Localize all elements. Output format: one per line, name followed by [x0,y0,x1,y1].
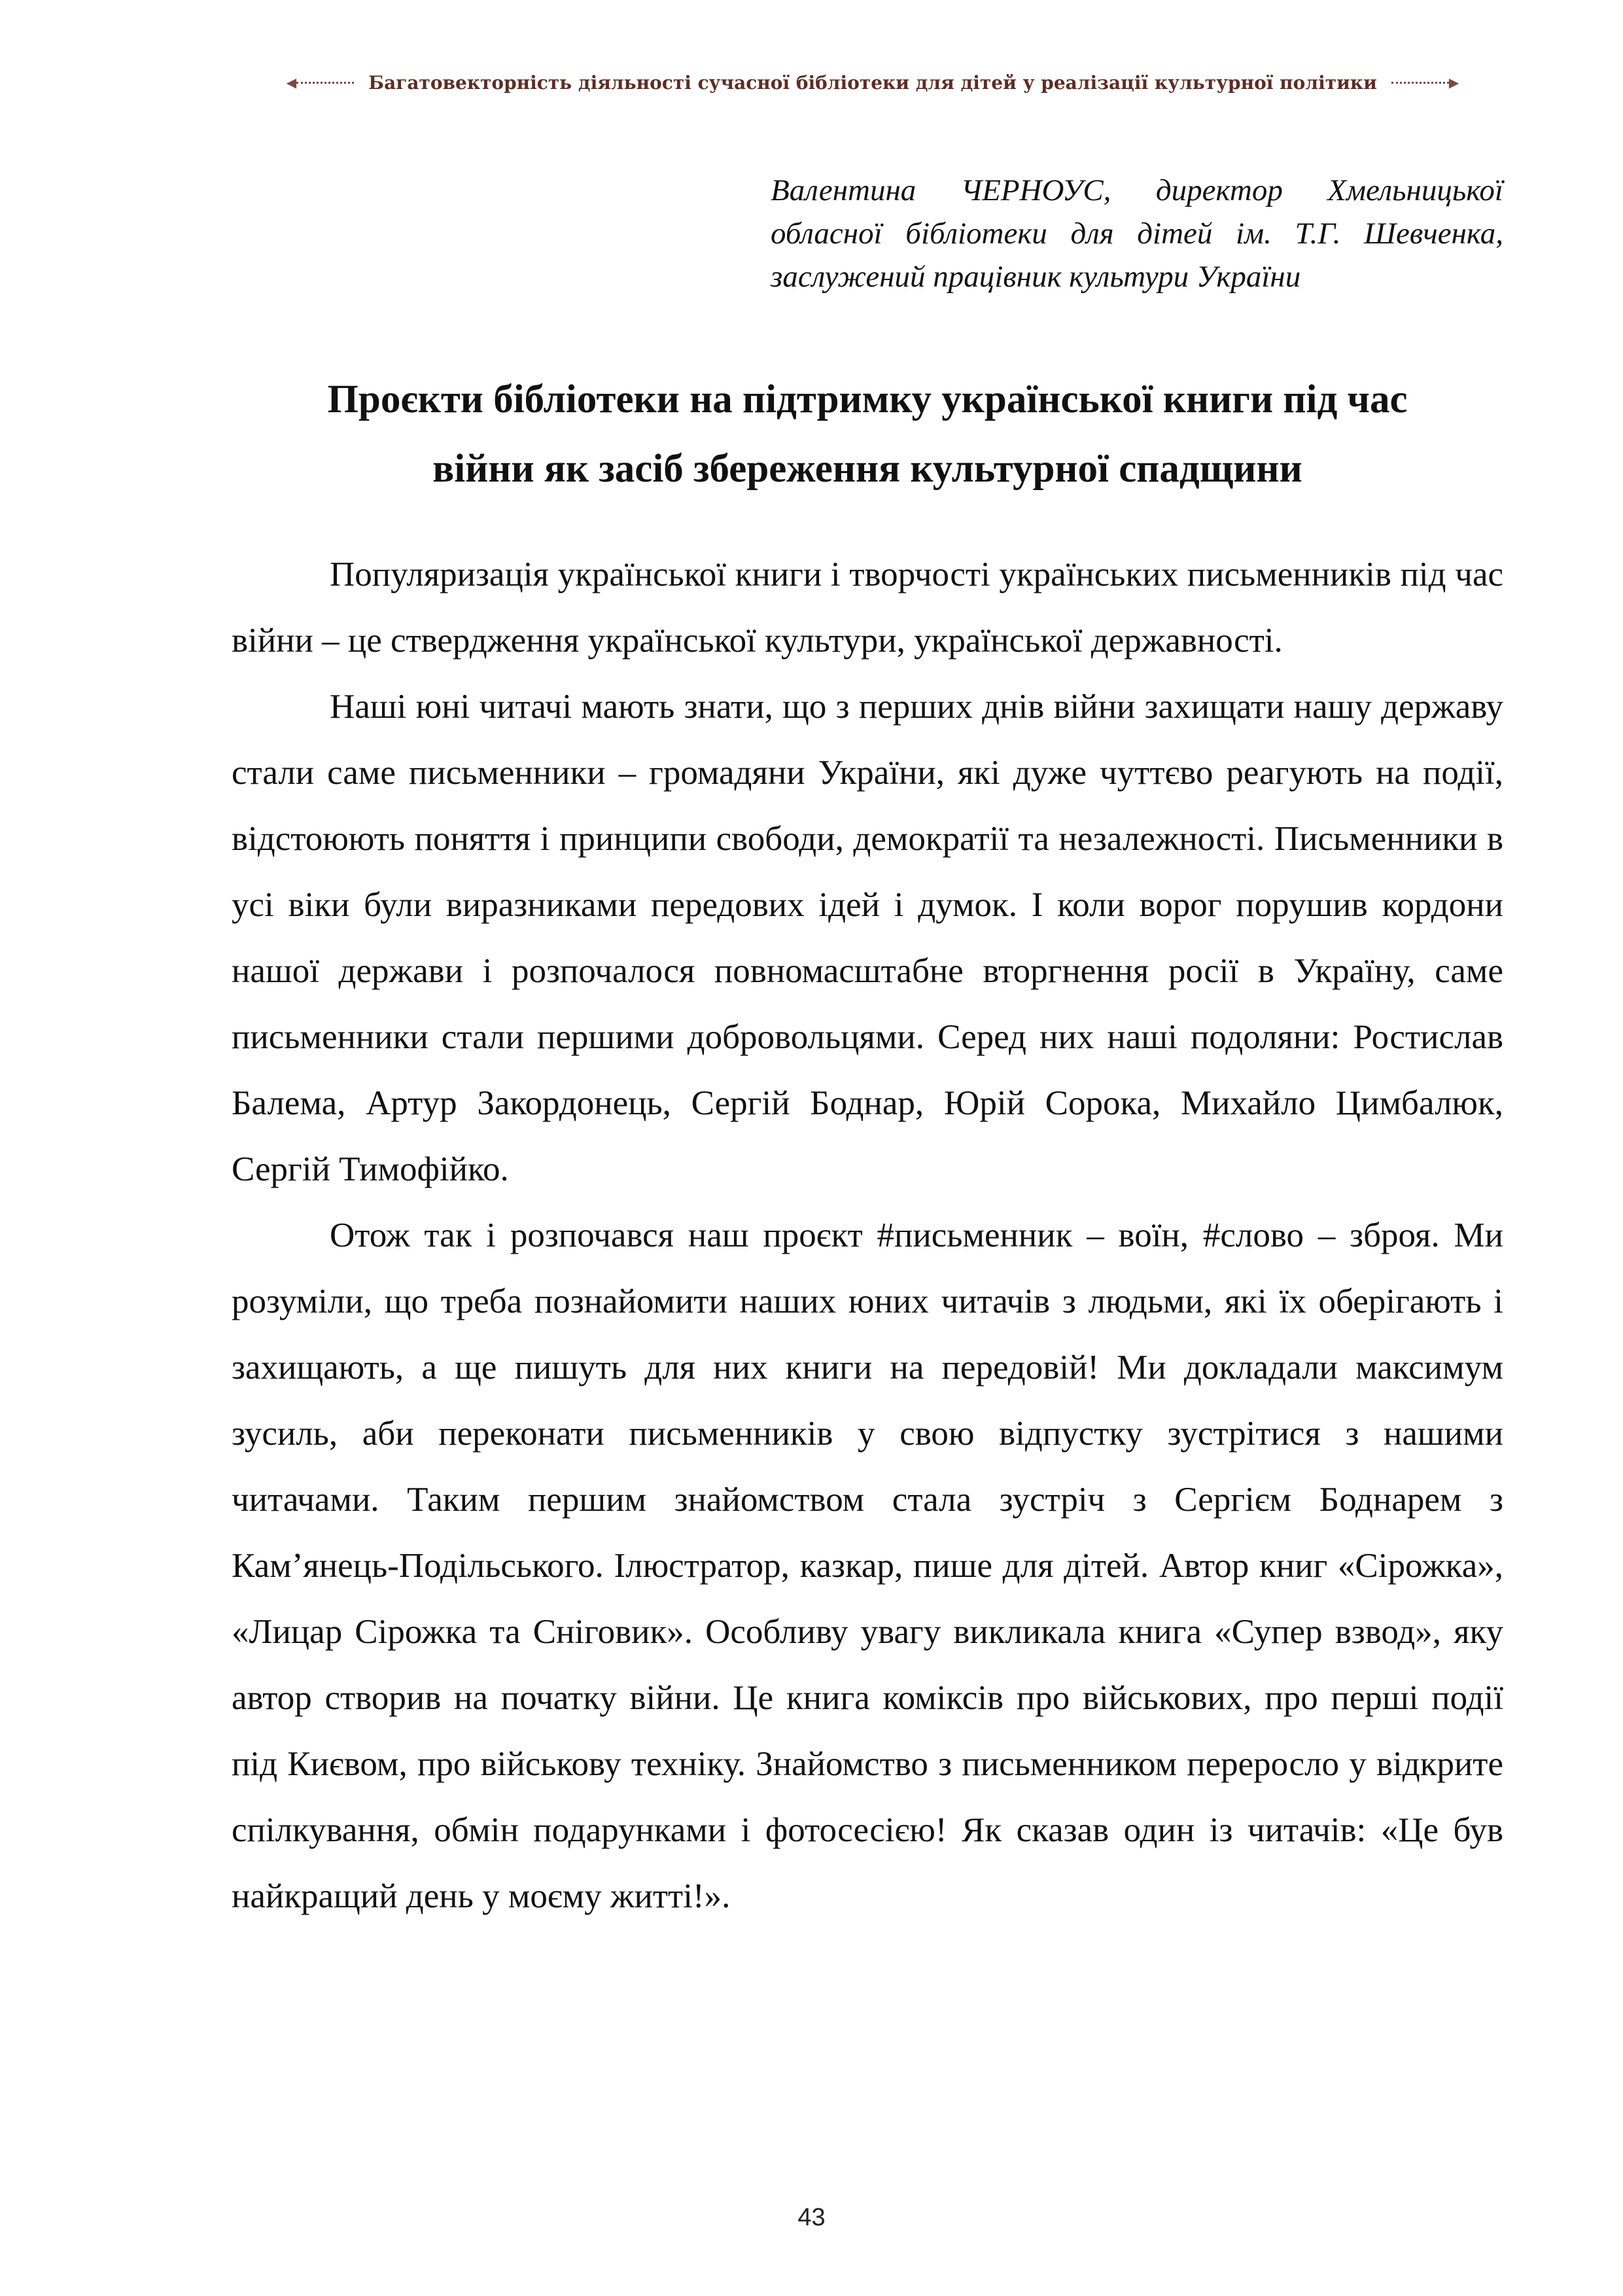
arrow-right-icon: ▶ [1391,76,1459,89]
author-line-2: обласної бібліотеки для дітей ім. Т.Г. Шевченка, [771,217,1503,251]
article-body [232,542,1503,1930]
paragraph-1: Популяризація української книги і творчості українських письменників під час війни – це ствердження української культури, української державності. [232,556,1503,660]
arrow-left-icon: ◀ [287,76,354,89]
title-line-1: Проєкти бібліотеки на підтримку української книги під час [327,378,1408,421]
page-number: 43 [797,2204,826,2231]
running-header-text: Багатовекторність діяльності сучасної бібліотеки для дітей у реалізації культурної політики [368,71,1377,94]
paragraph-2: Наші юні читачі мають знати, що з перших днів війни захищати нашу державу стали саме письменники – громадяни України, які дуже чуттєво реагують на події, відстоюють поняття і принципи свободи, демократії та незалежності. Письменники в усі віки були виразниками передових ідей і думок. І коли ворог порушив кордони нашої держави і розпочалося повномасштабне вторгнення росії в Україну, саме письменники стали першими добровольцями. Серед них наші подоляни: Ростислав Балема, Артур Закордонець, Сергій Боднар, Юрій Сорока, Михайло Цимбалюк, Сергій Тимофійко. [232,688,1503,1188]
author-line-3: заслужений працівник культури України [771,260,1301,294]
paragraph-3: Отож так і розпочався наш проєкт #письменник – воїн, #слово – зброя. Ми розуміли, що треба познайомити наших юних читачів з людьми, які їх оберігають і захищають, а ще пишуть для них книги на передовій! Ми докладали максимум зусиль, аби переконати письменників у свою відпустку зустрітися з нашими читачами. Таким першим знайомством стала зустріч з Сергієм Боднарем з Кам’янець-Подільського. Ілюстратор, казкар, пише для дітей. Автор книг «Сірожка», «Лицар Сірожка та Сніговик». Особливу увагу викликала книга «Супер взвод», яку автор створив на початку війни. Це книга коміксів про військових, про перші події під Києвом, про військову техніку. Знайомство з письменником переросло у відкрите спілкування, обмін подарунками і фотосесією! Як сказав один із читачів: «Це був найкращий день у моєму житті!». [232,1216,1503,1915]
author-block [771,169,1503,298]
article-title [232,365,1503,504]
title-line-2: війни як засіб збереження культурної спадщини [432,447,1302,491]
author-line-1: Валентина ЧЕРНОУС, директор Хмельницької [771,173,1503,207]
running-header [251,64,1494,101]
